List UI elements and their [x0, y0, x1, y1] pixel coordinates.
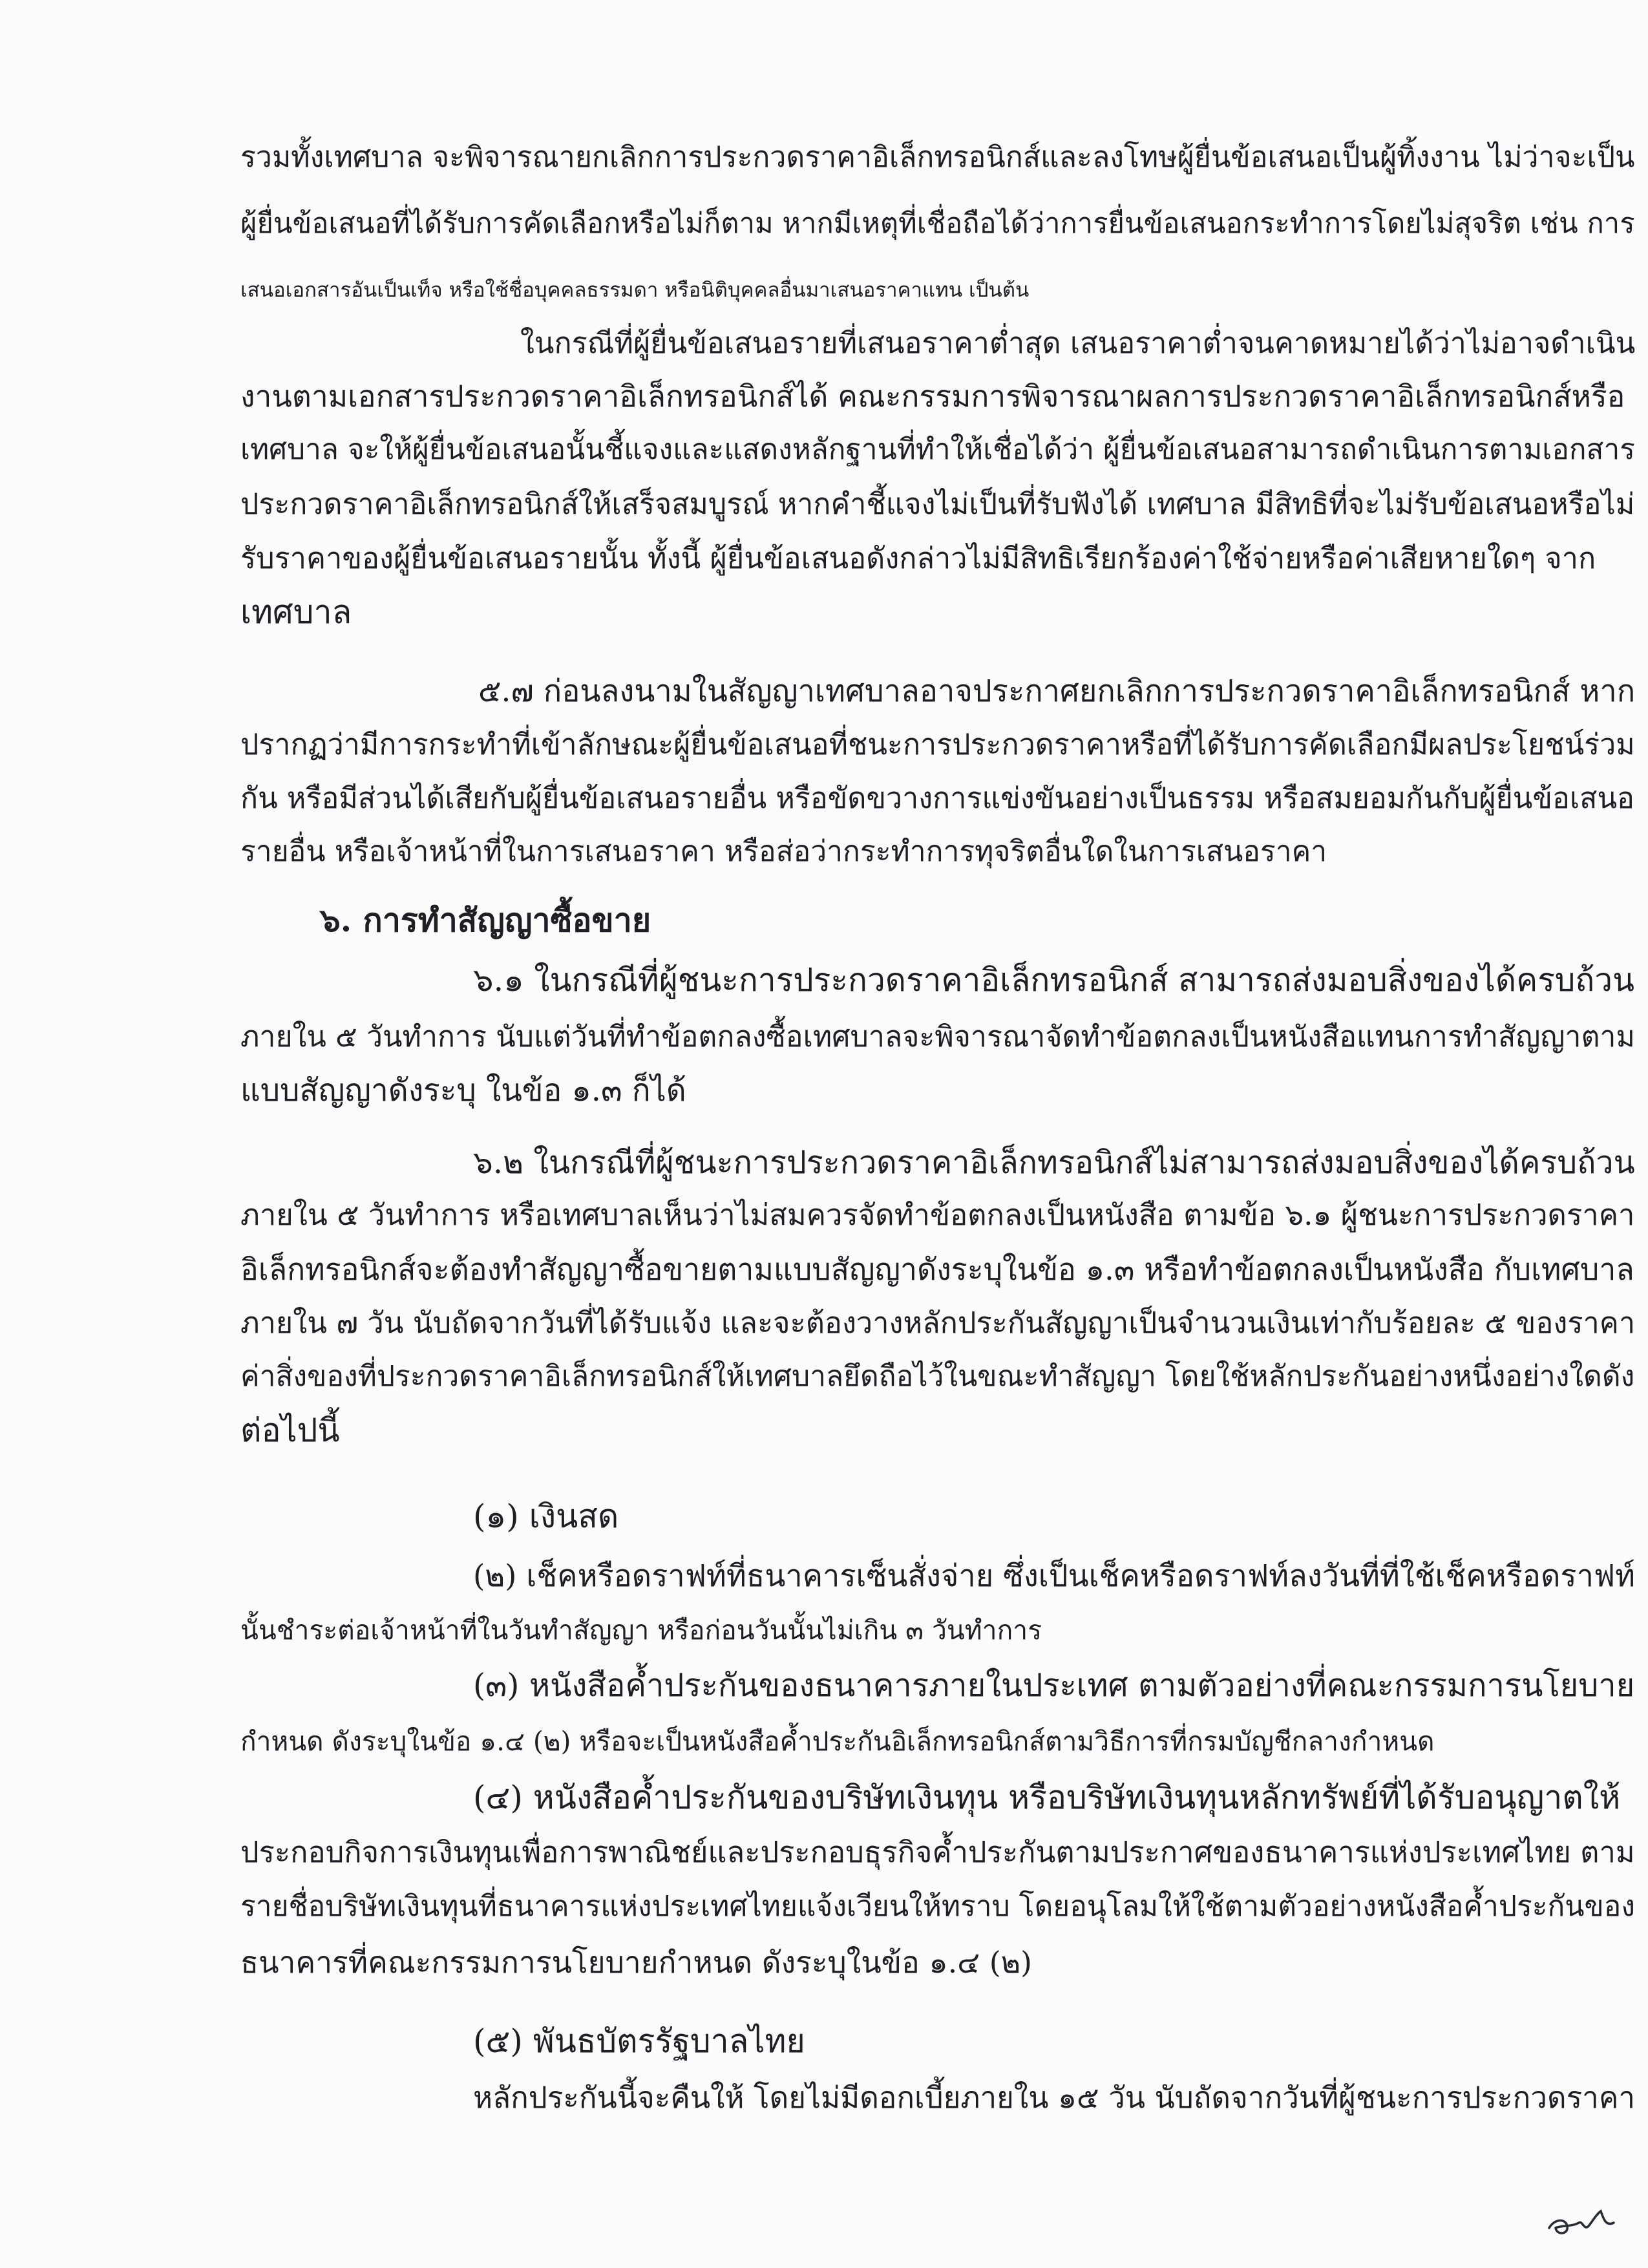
text-line: นั้นชำระต่อเจ้าหน้าที่ในวันทำสัญญา หรือก่อนวันนั้นไม่เกิน ๓ วันทำการ	[240, 1615, 1042, 1646]
text-line: ภายใน ๕ วันทำการ หรือเทศบาลเห็นว่าไม่สมควรจัดทำข้อตกลงเป็นหนังสือ ตามข้อ ๖.๑ ผู้ชนะการประกวดราคา	[240, 1198, 1635, 1232]
text-line: แบบสัญญาดังระบุ ในข้อ ๑.๓ ก็ได้	[240, 1073, 686, 1108]
text-line: ปรากฏว่ามีการกระทำที่เข้าลักษณะผู้ยื่นข้อเสนอที่ชนะการประกวดราคาหรือที่ได้รับการคัดเลือกมีผลประโยชน์ร่วม	[240, 727, 1635, 761]
text-line: ๖.๒ ในกรณีที่ผู้ชนะการประกวดราคาอิเล็กทรอนิกส์ไม่สามารถส่งมอบสิ่งของได้ครบถ้วน	[473, 1145, 1635, 1181]
text-line: (๔) หนังสือค้ำประกันของบริษัทเงินทุน หรือบริษัทเงินทุนหลักทรัพย์ที่ได้รับอนุญาตให้	[473, 1779, 1621, 1816]
signature-mark	[1541, 2194, 1625, 2246]
text-line: ๖. การทำสัญญาซื้อขาย	[320, 901, 651, 939]
text-line: รายชื่อบริษัทเงินทุนที่ธนาคารแห่งประเทศไทยแจ้งเวียนให้ทราบ โดยอนุโลมให้ใช้ตามตัวอย่างหนังสือค้ำประกันของ	[240, 1890, 1635, 1923]
text-line: ๕.๗ ก่อนลงนามในสัญญาเทศบาลอาจประกาศยกเลิกการประกวดราคาอิเล็กทรอนิกส์ หาก	[478, 673, 1636, 709]
text-line: (๒) เช็คหรือดราฟท์ที่ธนาคารเซ็นสั่งจ่าย ซึ่งเป็นเช็คหรือดราฟท์ลงวันที่ที่ใช้เช็คหรือดราฟท์	[473, 1558, 1635, 1594]
text-line: ต่อไปนี้	[240, 1412, 340, 1449]
text-line: ในกรณีที่ผู้ยื่นข้อเสนอรายที่เสนอราคาต่ำสุด เสนอราคาต่ำจนคาดหมายได้ว่าไม่อาจดำเนิน	[520, 326, 1636, 360]
text-line: รับราคาของผู้ยื่นข้อเสนอรายนั้น ทั้งนี้ ผู้ยื่นข้อเสนอดังกล่าวไม่มีสิทธิเรียกร้องค่าใช้จ่ายหรือค่าเสียหายใดๆ จาก	[240, 541, 1596, 575]
text-line: ภายใน ๗ วัน นับถัดจากวันที่ได้รับแจ้ง และจะต้องวางหลักประกันสัญญาเป็นจำนวนเงินเท่ากับร้อยละ ๕ ของราคา	[240, 1306, 1636, 1340]
text-line: เทศบาล	[240, 593, 352, 631]
text-line: ประกวดราคาอิเล็กทรอนิกส์ให้เสร็จสมบูรณ์ หากคำชี้แจงไม่เป็นที่รับฟังได้ เทศบาล มีสิทธิที่จะไม่รับข้อเสนอหรือไม่	[240, 487, 1635, 521]
text-line: ภายใน ๕ วันทำการ นับแต่วันที่ทำข้อตกลงซื้อเทศบาลจะพิจารณาจัดทำข้อตกลงเป็นหนังสือแทนการทำสัญญาตาม	[240, 1020, 1635, 1054]
text-line: (๓) หนังสือค้ำประกันของธนาคารภายในประเทศ ตามตัวอย่างที่คณะกรรมการนโยบาย	[473, 1667, 1635, 1704]
text-line: (๕) พันธบัตรรัฐบาลไทย	[473, 2022, 805, 2060]
text-line: ประกอบกิจการเงินทุนเพื่อการพาณิชย์และประกอบธุรกิจค้ำประกันตามประกาศของธนาคารแห่งประเทศไทย ตาม	[240, 1835, 1635, 1869]
text-line: อิเล็กทรอนิกส์จะต้องทำสัญญาซื้อขายตามแบบสัญญาดังระบุในข้อ ๑.๓ หรือทำข้อตกลงเป็นหนังสือ กับเทศบาล	[240, 1252, 1634, 1287]
text-line: รวมทั้งเทศบาล จะพิจารณายกเลิกการประกวดราคาอิเล็กทรอนิกส์และลงโทษผู้ยื่นข้อเสนอเป็นผู้ทิ้งงาน ไม่ว่าจะเป็น	[240, 140, 1635, 174]
text-line: เสนอเอกสารอันเป็นเท็จ หรือใช้ชื่อบุคคลธรรมดา หรือนิติบุคคลอื่นมาเสนอราคาแทน เป็นต้น	[240, 279, 1030, 302]
text-line: ค่าสิ่งของที่ประกวดราคาอิเล็กทรอนิกส์ให้เทศบาลยึดถือไว้ในขณะทำสัญญา โดยใช้หลักประกันอย่างหนึ่งอย่างใดดัง	[240, 1360, 1635, 1393]
text-line: (๑) เงินสด	[473, 1498, 619, 1535]
text-line: กำหนด ดังระบุในข้อ ๑.๔ (๒) หรือจะเป็นหนังสือค้ำประกันอิเล็กทรอนิกส์ตามวิธีการที่กรมบัญชีกลางกำหนด	[240, 1726, 1435, 1757]
text-line: ๖.๑ ในกรณีที่ผู้ชนะการประกวดราคาอิเล็กทรอนิกส์ สามารถส่งมอบสิ่งของได้ครบถ้วน	[473, 961, 1634, 999]
text-line: ธนาคารที่คณะกรรมการนโยบายกำหนด ดังระบุในข้อ ๑.๔ (๒)	[240, 1945, 1032, 1980]
text-line: กัน หรือมีส่วนได้เสียกับผู้ยื่นข้อเสนอรายอื่น หรือขัดขวางการแข่งขันอย่างเป็นธรรม หรือสมยอมกันกับผู้ยื่นข้อเสนอ	[240, 781, 1634, 815]
text-line: ผู้ยื่นข้อเสนอที่ได้รับการคัดเลือกหรือไม่ก็ตาม หากมีเหตุที่เชื่อถือได้ว่าการยื่นข้อเสนอกระทำการโดยไม่สุจริต เช่น การ	[240, 207, 1635, 240]
text-line: เทศบาล จะให้ผู้ยื่นข้อเสนอนั้นชี้แจงและแสดงหลักฐานที่ทำให้เชื่อได้ว่า ผู้ยื่นข้อเสนอสามารถดำเนินการตามเอกสาร	[240, 433, 1635, 466]
text-line: รายอื่น หรือเจ้าหน้าที่ในการเสนอราคา หรือส่อว่ากระทำการทุจริตอื่นใดในการเสนอราคา	[240, 835, 1327, 868]
text-line: งานตามเอกสารประกวดราคาอิเล็กทรอนิกส์ได้ คณะกรรมการพิจารณาผลการประกวดราคาอิเล็กทรอนิกส์หรือ	[240, 379, 1625, 414]
text-line: หลักประกันนี้จะคืนให้ โดยไม่มีดอกเบี้ยภายใน ๑๕ วัน นับถัดจากวันที่ผู้ชนะการประกวดราคา	[473, 2081, 1636, 2115]
